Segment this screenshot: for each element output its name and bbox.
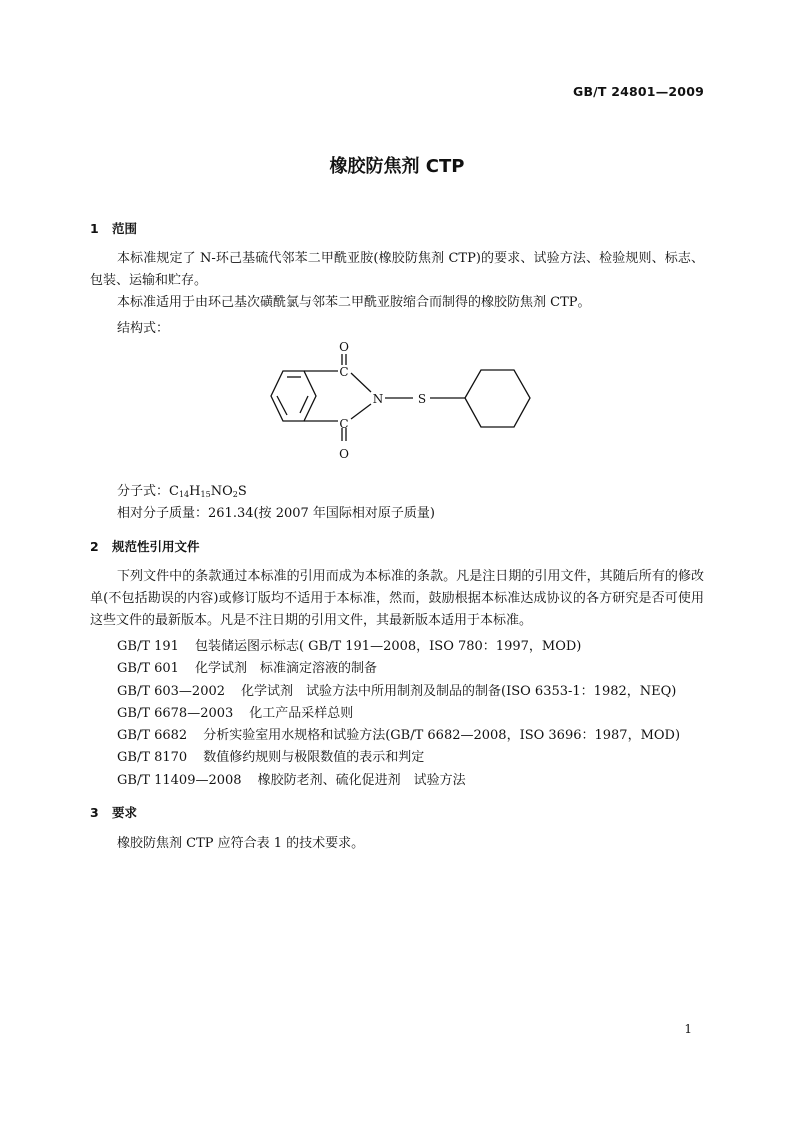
- section-2-number: 2: [90, 539, 99, 554]
- section-3-number: 3: [90, 805, 99, 820]
- atom-o-bottom: O: [339, 447, 349, 461]
- reference-item: [117, 680, 676, 699]
- section-1-paragraph-2: 本标准适用于由环己基次磺酰氯与邻苯二甲酰亚胺缩合而制得的橡胶防焦剂 CTP。: [117, 295, 591, 310]
- page-number: 1: [684, 1022, 692, 1036]
- cyclohexane-ring: [465, 370, 530, 427]
- formula-c-count: 14: [178, 490, 190, 499]
- section-1-number: 1: [90, 221, 99, 236]
- reference-code: GB/T 6682: [117, 728, 188, 743]
- atom-c-bottom: C: [339, 417, 349, 431]
- reference-item: [117, 657, 377, 676]
- standard-code: GB/T 24801—2009: [572, 84, 704, 99]
- reference-title: 分析实验室用水规格和试验方法(GB/T 6682—2008，ISO 3696：1987，MOD): [203, 728, 681, 743]
- formula-o-count: 2: [232, 490, 238, 499]
- section-1-title: 范围: [112, 221, 138, 236]
- atom-o-top: O: [339, 340, 349, 354]
- section-3-title: 要求: [112, 805, 138, 820]
- reference-title: 橡胶防老剂、硫化促进剂 试验方法: [257, 773, 466, 788]
- atom-s: S: [417, 392, 427, 406]
- formula-h-count: 15: [200, 490, 211, 499]
- benzene-ring: [271, 371, 316, 421]
- structure-label: 结构式：: [117, 321, 170, 336]
- reference-item: [117, 724, 680, 743]
- reference-code: GB/T 191: [117, 639, 179, 654]
- section-3-heading: [90, 803, 137, 821]
- molecular-formula-line: [117, 480, 247, 499]
- reference-title: 包装储运图示标志( GB/T 191—2008，ISO 780：1997，MOD): [194, 639, 582, 654]
- section-1-paragraph-1: 本标准规定了 N-环己基硫代邻苯二甲酰亚胺(橡胶防焦剂 CTP)的要求、试验方法、检验规则、标志、包装、运输和贮存。: [90, 251, 704, 288]
- atom-n: N: [372, 392, 384, 406]
- section-3-paragraph: 橡胶防焦剂 CTP 应符合表 1 的技术要求。: [117, 836, 365, 851]
- formula-s: S: [237, 484, 247, 499]
- reference-code: GB/T 603—2002: [117, 684, 226, 699]
- structural-formula: [250, 338, 540, 468]
- reference-title: 化学试剂 试验方法中所用制剂及制品的制备(ISO 6353-1：1982，NEQ): [241, 684, 677, 699]
- formula-label: 分子式：: [117, 484, 170, 499]
- reference-code: GB/T 11409—2008: [117, 773, 242, 788]
- reference-code: GB/T 6678—2003: [117, 706, 234, 721]
- section-2-title: 规范性引用文件: [112, 539, 200, 554]
- document-title: 橡胶防焦剂 CTP: [329, 156, 465, 177]
- reference-code: GB/T 8170: [117, 750, 188, 765]
- formula-h: H: [189, 484, 201, 499]
- molecular-mass-line: 相对分子质量：261.34(按 2007 年国际相对原子质量): [117, 506, 435, 521]
- atom-c-top: C: [339, 365, 349, 379]
- formula-c: C: [169, 484, 179, 499]
- reference-item: [117, 635, 581, 654]
- section-2-paragraph: 下列文件中的条款通过本标准的引用而成为本标准的条款。凡是注日期的引用文件，其随后所有的修改单(不包括勘误的内容)或修订版均不适用于本标准，然而，鼓励根据本标准达成协议的各方研究是否可使用这些文件的最新版本。凡是不注日期的引用文件，其最新版本适用于本标准。: [90, 569, 704, 628]
- reference-title: 化学试剂 标准滴定溶液的制备: [194, 661, 377, 676]
- section-1-heading: [90, 219, 137, 237]
- reference-item: [117, 702, 353, 721]
- reference-title: 化工产品采样总则: [249, 706, 354, 721]
- section-2-heading: [90, 537, 200, 555]
- reference-item: [117, 746, 424, 765]
- formula-no: NO: [210, 484, 233, 499]
- reference-title: 数值修约规则与极限数值的表示和判定: [203, 750, 425, 765]
- reference-item: [117, 769, 466, 788]
- reference-code: GB/T 601: [117, 661, 179, 676]
